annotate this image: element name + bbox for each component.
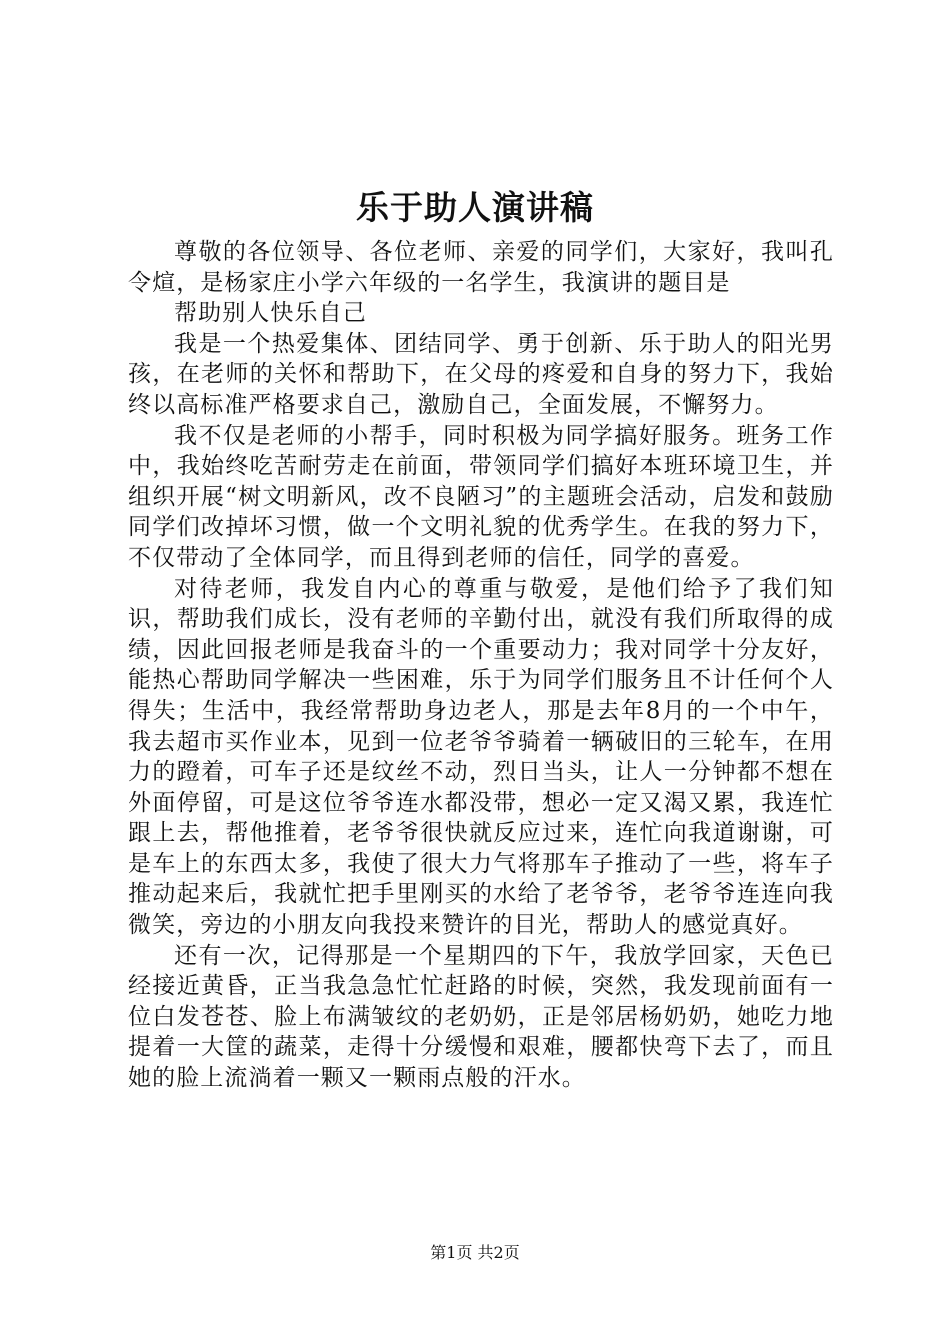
document-title: 乐于助人演讲稿 xyxy=(356,188,594,227)
paragraph-greeting: 尊敬的各位领导、各位老师、亲爱的同学们，大家好，我叫孔令煊，是杨家庄小学六年级的一名学生，我演讲的题目是 xyxy=(128,239,834,296)
document-body xyxy=(128,237,834,1094)
paragraph-self-introduction: 我是一个热爱集体、团结同学、勇于创新、乐于助人的阳光男孩，在老师的关怀和帮助下，在父母的疼爱和自身的努力下，我始终以高标准严格要求自己，激励自己，全面发展，不懈努力。 xyxy=(128,330,834,418)
paragraph-topic: 帮助别人快乐自己 xyxy=(174,300,367,327)
paragraph-another-story: 还有一次，记得那是一个星期四的下午，我放学回家，天色已经接近黄昏，正当我急急忙忙赶路的时候，突然，我发现前面有一位白发苍苍、脸上布满皱纹的老奶奶，正是邻居杨奶奶，她吃力地提着一大筐的蔬菜，走得十分缓慢和艰难，腰都快弯下去了，而且她的脸上流淌着一颗又一颗雨点般的汗水。 xyxy=(128,942,834,1092)
page-number-footer: 第1页 共2页 xyxy=(430,1243,520,1262)
paragraph-class-service: 我不仅是老师的小帮手，同时积极为同学搞好服务。班务工作中，我始终吃苦耐劳走在前面，带领同学们搞好本班环境卫生，并组织开展“树文明新风，改不良陋习”的主题班会活动，启发和鼓励同学们改掉坏习惯，做一个文明礼貌的优秀学生。在我的努力下，不仅带动了全体同学，而且得到老师的信任，同学的喜爱。 xyxy=(128,422,834,571)
paragraph-helping-elder: 对待老师，我发自内心的尊重与敬爱，是他们给予了我们知识，帮助我们成长，没有老师的辛勤付出，就没有我们所取得的成绩，因此回报老师是我奋斗的一个重要动力；我对同学十分友好，能热心帮助同学解决一些困难，乐于为同学们服务且不计任何个人得失；生活中，我经常帮助身边老人，那是去年8月的一个中午，我去超市买作业本，见到一位老爷爷骑着一辆破旧的三轮车，在用力的蹬着，可车子还是纹丝不动，烈日当头，让人一分钟都不想在外面停留，可是这位爷爷连水都没带，想必一定又渴又累，我连忙跟上去，帮他推着，老爷爷很快就反应过来，连忙向我道谢谢，可是车上的东西太多，我使了很大力气将那车子推动了一些，将车子推动起来后，我就忙把手里刚买的水给了老爷爷，老爷爷连连向我微笑，旁边的小朋友向我投来赞许的目光，帮助人的感觉真好。 xyxy=(128,575,834,939)
